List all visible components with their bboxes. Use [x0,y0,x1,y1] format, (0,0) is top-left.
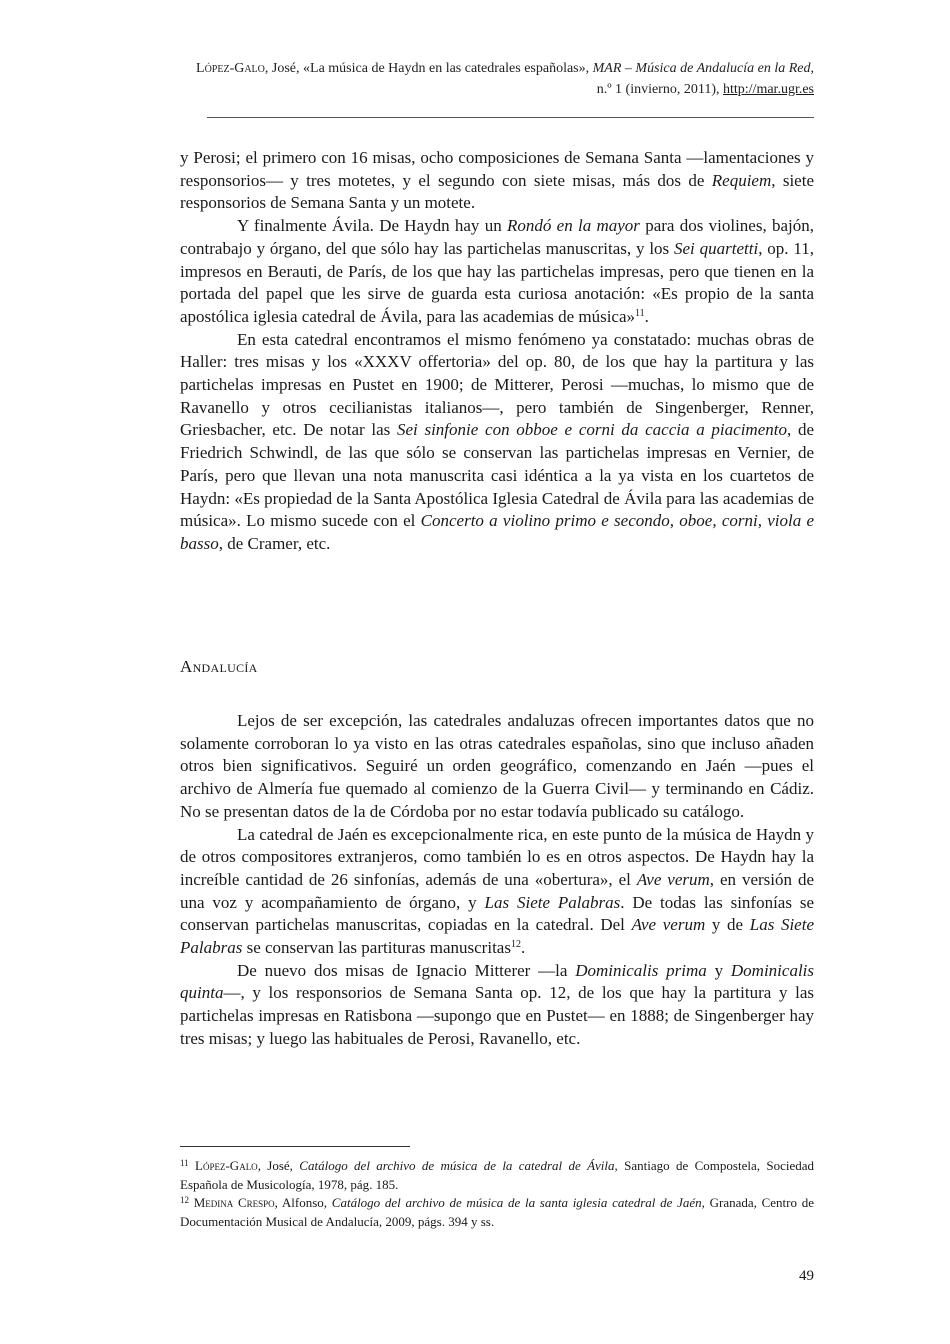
header-journal: MAR – Música de Andalucía en la Red [592,61,811,76]
page-number: 49 [799,1268,814,1284]
footnotes [180,1157,814,1231]
text-run: Y finalmente Ávila. De Haydn hay un [237,216,507,236]
text-italic: Sei quartetti [674,238,759,258]
text-run: para dos violines, bajón, contrabajo y órgano, del que sólo hay las partichelas manuscritas, y los [180,216,815,258]
text-italic: Ave verum [636,869,710,889]
text-italic: Requiem [711,170,772,190]
text-run: se conservan las partituras manuscritas [242,938,511,958]
text-italic: Concerto a violino primo e secondo, oboe, corni, viola e basso [180,511,814,553]
paragraph-6 [180,960,814,1051]
text-run: . [520,938,526,958]
text-italic: Dominicalis quinta [180,960,815,1003]
text-run: , en versión de una voz y acompañamiento de órgano, y [180,869,814,912]
text-italic: Rondó en la mayor [507,216,640,236]
header-article: , José, «La música de Haydn en las catedrales españolas», [264,61,593,76]
section-heading: Andalucía [180,657,258,676]
paragraph-4: Lejos de ser excepción, las catedrales andaluzas ofrecen importantes datos que no solamente corroboran lo ya visto en las otras catedrales españolas, sino que incluso añaden otros bien significativos. Seguiré un orden geográfico, comenzando en Jaén —pues el archivo de Almería fue quemado al comienzo de la Guerra Civil— y terminando en Cádiz. No se presentan datos de la de Córdoba por no estar todavía publicado su catálogo. [180,711,814,821]
text-run: La catedral de Jaén es excepcionalmente rica, en este punto de la música de Haydn y de otros compositores extranjeros, como también lo es en otros aspectos. De Haydn hay la increíble cantidad de 26 sinfonías, además de una «obertura», el [180,824,814,889]
footnote-author: Medina Crespo [193,1195,275,1210]
header-author: López-Galo [196,61,265,76]
text-run: , de Friedrich Schwindl, de las que sólo se conservan las partichelas impresas en Vernier, de París, pero que llevan una nota manuscrita casi idéntica a la ya vista en los cuartetos de Haydn: «Es propiedad de la Santa Apostólica Iglesia Catedral de Ávila para las academias de música». Lo mismo sucede con el [180,420,814,531]
text-run: —, y los responsorios de Semana Santa op. 12, de los que hay la partitura y las partichelas impresas en Ratisbona —supongo que en Pustet— en 1888; de Singenberger hay tres misas; y luego las habituales de Perosi, Ravanello, etc. [180,983,814,1048]
text-run: y de [705,915,750,935]
footnote-rule [180,1146,410,1147]
text-italic: Ave verum [631,915,706,935]
footnote-number: 11 [180,1158,189,1168]
footnote-12 [180,1194,814,1231]
main-text-bottom [180,710,814,1051]
text-italic: Sei sinfonie con obboe e corni da caccia a piacimento [396,420,787,440]
text-italic: Las Siete Palabras [484,892,621,912]
text-run: . [644,306,649,326]
footnote-ref-11[interactable]: 11 [635,307,645,319]
paragraph-2 [180,215,814,329]
footnote-title: Catálogo del archivo de música de la santa iglesia catedral de Jaén, [331,1195,705,1210]
text-run: . De todas las sinfonías se conservan partichelas manuscritas, copiadas en la catedral. Del [180,892,814,935]
footnote-author: López-Galo [195,1158,258,1173]
paragraph-5 [180,824,814,960]
footnote-number: 12 [180,1195,189,1205]
header-issue: , n.º 1 (invierno, 2011), [596,61,814,97]
text-italic: Dominicalis prima [575,960,707,980]
text-italic: Las Siete Palabras [180,915,814,958]
main-text-top [180,147,814,556]
text-run: y Perosi; el primero con 16 misas, ocho composiciones de Semana Santa —lamentaciones y responsorios— y tres motetes, y el segundo con siete misas, más dos de [180,148,814,190]
footnote-11 [180,1157,814,1194]
text-run: En esta catedral encontramos el mismo fenómeno ya constatado: muchas obras de Haller: tres misas y los «XXXV offertoria» del op. 80, de los que hay la partitura y las partichelas impresas en Pustet en 1900; de Mitterer, Perosi —muchas, lo mismo que de Ravanello y otros cecilianistas italianos—, pero también de Singenberger, Renner, Griesbacher, etc. De notar las [180,329,814,440]
paragraph-1 [180,147,814,215]
text-run: y [706,960,731,980]
text-run: , Alfonso, [274,1195,332,1210]
header-url-link[interactable]: http://mar.ugr.es [723,82,814,97]
footnote-title: Catálogo del archivo de música de la catedral de Ávila, [299,1158,618,1173]
header-rule [207,117,814,118]
text-run: , José, [257,1158,300,1173]
text-run: , op. 11, impresos en Berauti, de París, de los que hay las partichelas impresas, pero que tienen en la portada del papel que les sirve de guarda esta curiosa anotación: «Es propio de la santa apostólica iglesia catedral de Ávila, para las academias de música» [180,238,814,326]
running-header [180,58,814,100]
text-run: Santiago de Compostela, Sociedad Española de Musicología, 1978, pág. 185. [180,1158,815,1192]
text-run: Granada, Centro de Documentación Musical de Andalucía, 2009, págs. 394 y ss. [180,1195,814,1229]
paragraph-3 [180,329,814,556]
text-run: , de Cramer, etc. [218,533,331,553]
footnote-ref-12[interactable]: 12 [510,939,521,951]
text-run: , siete responsorios de Semana Santa y un motete. [180,170,814,213]
text-run: De nuevo dos misas de Ignacio Mitterer —la [237,960,576,980]
